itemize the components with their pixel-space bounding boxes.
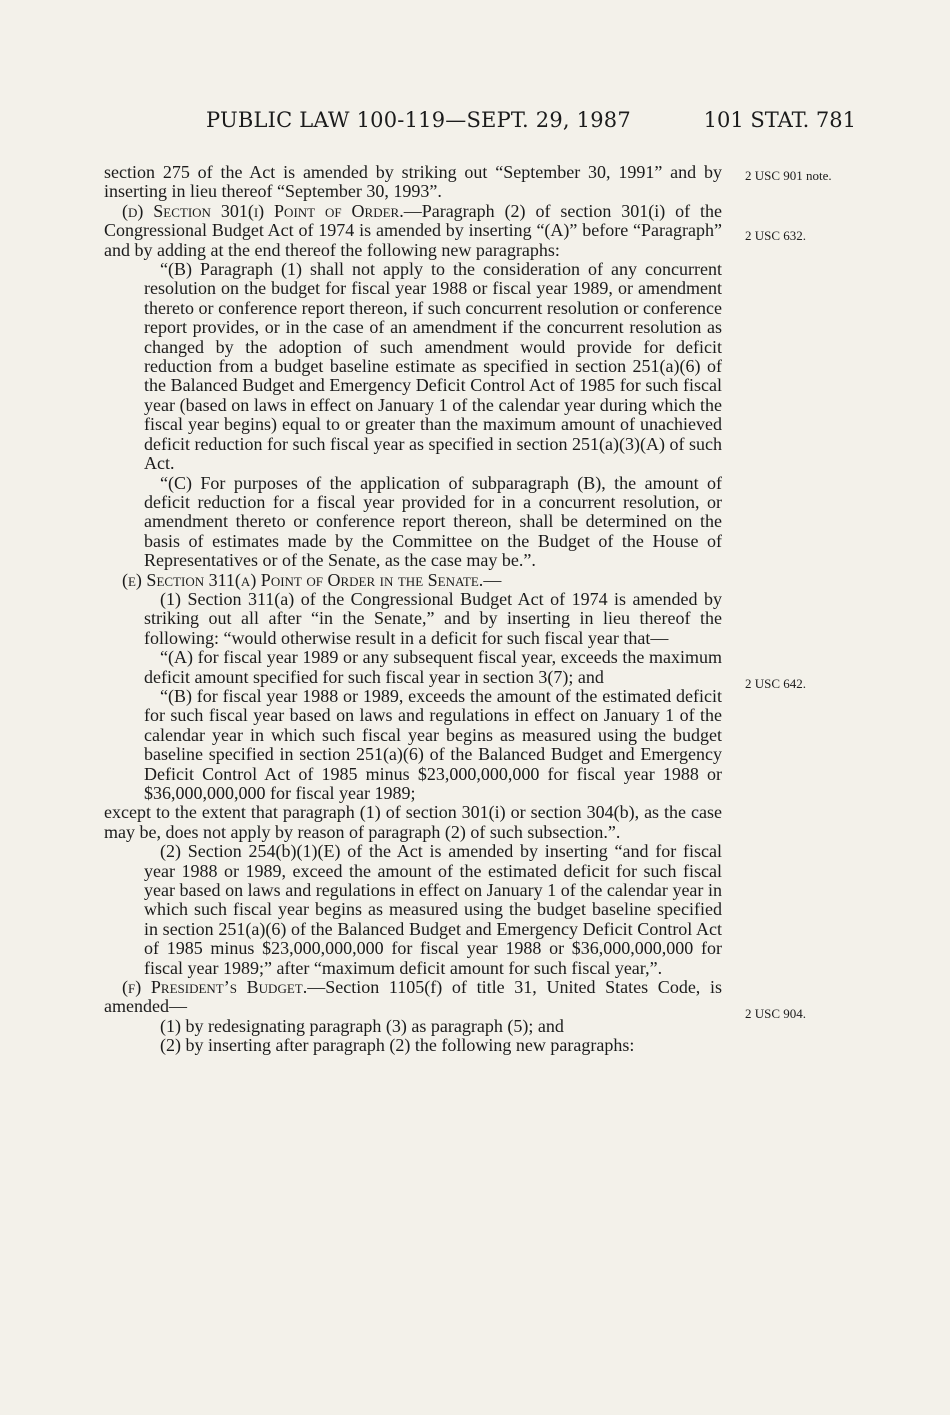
margin-note-2usc642: 2 USC 642. xyxy=(745,676,807,691)
paragraph-e-1: (1) Section 311(a) of the Congressional Budget Act of 1974 is amended by striking out all after “in the Senate,” and by inserting in lieu thereof the following: “would otherwise result in a deficit for such fiscal year that— xyxy=(144,588,722,648)
paragraph-f-heading: (f) President’s Budget. xyxy=(122,977,308,998)
margin-note-2usc901: 2 USC 901 note. xyxy=(745,168,832,183)
statute-body xyxy=(104,163,722,1056)
margin-note-2usc904: 2 USC 904. xyxy=(745,1006,807,1021)
paragraph-e-heading: (e) Section 311(a) Point of Order in the Senate. xyxy=(122,569,484,590)
subparagraph-a-quote: “(A) for fiscal year 1989 or any subsequent fiscal year, exceeds the maximum deficit amount specified for such fiscal year in section 3(7); and xyxy=(144,647,722,687)
header-title: PUBLIC LAW 100-119—SEPT. 29, 1987 xyxy=(206,108,631,132)
paragraph-e xyxy=(104,571,722,590)
paragraph-f-text: —Section 1105(f) of title 31, United States Code, is amended— xyxy=(104,977,722,1017)
paragraph-d-text: —Paragraph (2) of section 301(i) of the Congressional Budget Act of 1974 is amended by inserting “(A)” before “Paragraph” and by adding at the end thereof the following new paragraphs: xyxy=(104,200,722,260)
subparagraph-c-quote: “(C) For purposes of the application of subparagraph (B), the amount of deficit reduction for a fiscal year provided for in a concurrent resolution, or amendment thereto or conference report thereon, shall be determined on the basis of estimates made by the Committee on the Budget of the House of Representatives or of the Senate, as the case may be.”. xyxy=(144,472,722,571)
paragraph-e-text: — xyxy=(483,569,502,590)
subparagraph-b2-quote: “(B) for fiscal year 1988 or 1989, exceeds the amount of the estimated deficit for such fiscal year based on laws and regulations in effect on January 1 of the calendar year in which such fiscal year begins as measured using the budget baseline specified in section 251(a)(6) of the Balanced Budget and Emergency Deficit Control Act of 1985 minus $23,000,000,000 for fiscal year 1988 or $36,000,000,000 for fiscal year 1989; xyxy=(144,685,722,803)
page-header xyxy=(206,108,856,138)
paragraph-f-1: (1) by redesignating paragraph (3) as paragraph (5); and xyxy=(160,1015,564,1036)
margin-note-2usc632: 2 USC 632. xyxy=(745,228,807,243)
paragraph-f xyxy=(104,978,722,1017)
paragraph-f-2: (2) by inserting after paragraph (2) the following new paragraphs: xyxy=(160,1035,635,1056)
header-stat-page: 101 STAT. 781 xyxy=(703,108,856,132)
paragraph-d xyxy=(104,202,722,260)
paragraph-except-clause: except to the extent that paragraph (1) of section 301(i) or section 304(b), as the case may be, does not apply by reason of paragraph (2) of such subsection.”. xyxy=(104,802,722,842)
paragraph-continuation: section 275 of the Act is amended by striking out “September 30, 1991” and by inserting in lieu thereof “September 30, 1993”. xyxy=(104,162,722,202)
paragraph-d-heading: (d) Section 301(i) Point of Order. xyxy=(122,200,404,221)
paragraph-e-2: (2) Section 254(b)(1)(E) of the Act is amended by inserting “and for fiscal year 1988 or 1989, exceed the amount of the estimated deficit for such fiscal year based on laws and regulations in effect on January 1 of the calendar year in which such fiscal year begins as measured using the budget baseline specified in section 251(a)(6) of the Balanced Budget and Emergency Deficit Control Act of 1985 minus $23,000,000,000 for fiscal year 1988 or $36,000,000,000 for fiscal year 1989;” after “maximum deficit amount for such fiscal year,”. xyxy=(144,841,722,978)
subparagraph-b-quote: “(B) Paragraph (1) shall not apply to the consideration of any concurrent resolution on the budget for fiscal year 1988 or fiscal year 1989, or amendment thereto or conference report thereon, if such concurrent resolution or conference report provides, or in the case of an amendment if the concurrent resolution as changed by the adoption of such amendment would provide for deficit reduction from a budget baseline estimate as specified in section 251(a)(6) of the Balanced Budget and Emergency Deficit Control Act of 1985 for such fiscal year (based on laws in effect on January 1 of the calendar year during which the fiscal year begins) equal to or greater than the maximum amount of unachieved deficit reduction for such fiscal year as specified in section 251(a)(3)(A) of such Act. xyxy=(144,259,722,474)
